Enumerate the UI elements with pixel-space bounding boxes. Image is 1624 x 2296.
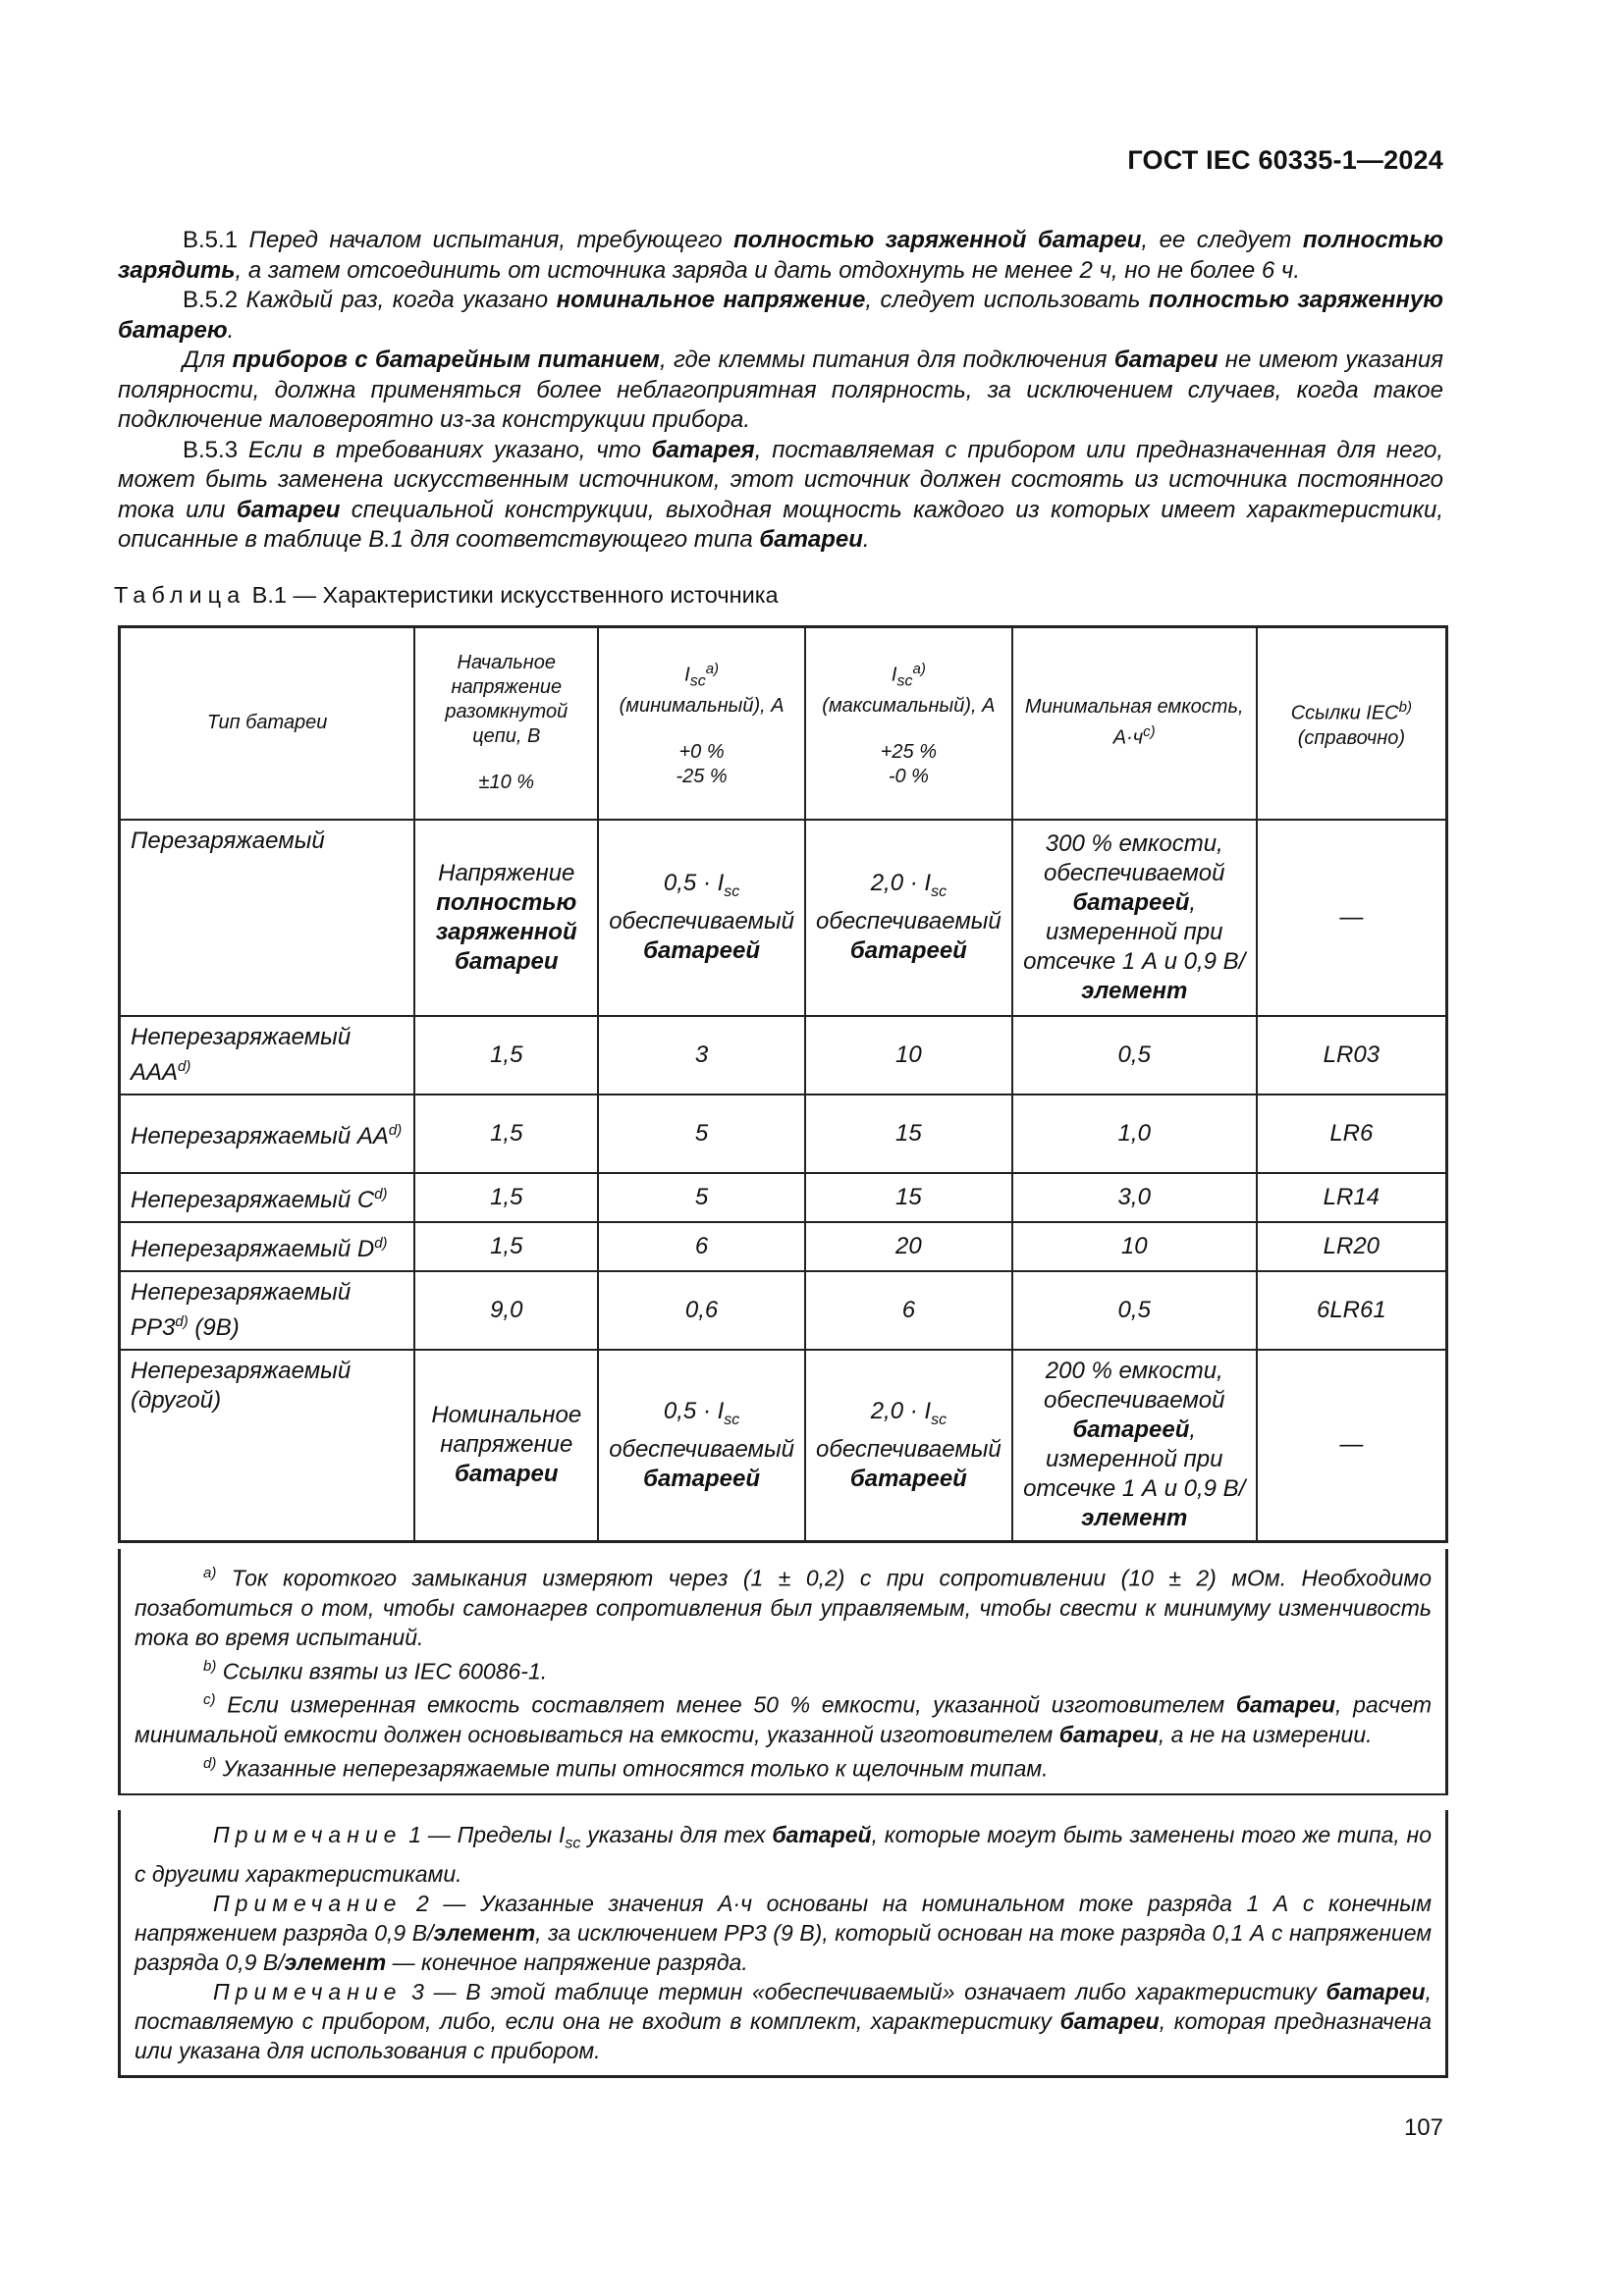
header-min-capacity: Минимальная емкость, $А\cdot ч^{c)}$ — [1012, 627, 1257, 820]
header-iec-references: Ссылки IEC$^{b)}$ (справочно) — [1257, 627, 1447, 820]
table-row — [120, 1222, 1447, 1271]
cell-capacity: 0,5 — [1012, 1271, 1257, 1350]
cell-voltage: 1,5 — [414, 1222, 598, 1271]
cell-voltage: 1,5 — [414, 1016, 598, 1095]
header-isc-min: $I_{sc}^{a)}$ (минимальный), А +0 % -25 % — [598, 627, 805, 820]
cell-capacity: 300 % емкости, обеспечиваемой батареей, измеренной при отсечке 1 А и 0,9 В/элемент — [1012, 820, 1257, 1016]
note-2: Примечание 2 — Указанные значения А·ч основаны на номинальном токе разряда 1 А с конечным напряжением разряда 0,9 В/элемент, за исключением PP3 (9 В), который основан на токе разряда 0,1 А с напряжением разряда 0,9 В/элемент — конечное напряжение разряда. — [135, 1890, 1432, 1975]
footnote-a: $^{a)}$ Ток короткого замыкания измеряют через (1 ± 0,2) с при сопротивлении (10 ± 2) мОм. Необходимо позаботиться о том, чтобы самонагрев сопротивления был управляемым, чтобы свести к минимуму изменчивость тока во время испытаний. — [135, 1565, 1432, 1650]
cell-isc-min: 0,6 — [598, 1271, 805, 1350]
clause-number: В.5.2 — [183, 287, 239, 313]
cell-isc-max: $2,0 \cdot I_{sc}$ обеспечиваемый батареей — [805, 820, 1012, 1016]
cell-iec-ref: LR14 — [1257, 1173, 1447, 1222]
cell-type: Неперезаряжаемый AAA$^{d)}$ — [120, 1016, 415, 1095]
cell-type: Неперезаряжаемый $C^{d)}$ — [120, 1173, 415, 1222]
cell-isc-min: 5 — [598, 1173, 805, 1222]
cell-type: Неперезаряжаемый $D^{d)}$ — [120, 1222, 415, 1271]
clause-b52: В.5.2 Каждый раз, когда указано номинальное напряжение, следует использовать полностью заряженную батарею. — [118, 287, 1444, 344]
cell-iec-ref: — — [1257, 1350, 1447, 1542]
note-3: Примечание 3 — В этой таблице термин «обеспечиваемый» означает либо характеристику батареи, поставляемую с прибором, либо, если она не входит в комплект, характеристику батареи, которая предназначена или указана для использования с прибором. — [135, 1978, 1432, 2063]
table-header-row — [120, 627, 1447, 820]
page-number: 107 — [1403, 2114, 1443, 2141]
cell-iec-ref: LR20 — [1257, 1222, 1447, 1271]
cell-voltage: Номинальное напряжение батареи — [414, 1350, 598, 1542]
table-row-rechargeable — [120, 820, 1447, 1016]
cell-voltage: 1,5 — [414, 1095, 598, 1173]
cell-isc-max: 15 — [805, 1173, 1012, 1222]
cell-isc-max: $2,0 \cdot I_{sc}$ обеспечиваемый батареей — [805, 1350, 1012, 1542]
header-voltage: Начальное напряжение разомкнутой цепи, В ±10 % — [414, 627, 598, 820]
cell-voltage: Напряжение полностью заряженной батареи — [414, 820, 598, 1016]
cell-capacity: 0,5 — [1012, 1016, 1257, 1095]
clause-number: В.5.3 — [183, 436, 239, 463]
cell-type: Неперезаряжаемый PP3$^{d)}$ (9В) — [120, 1271, 415, 1350]
cell-iec-ref: LR03 — [1257, 1016, 1447, 1095]
table-row-other — [120, 1350, 1447, 1542]
footnote-c: $^{c)}$ Если измеренная емкость составляет менее 50 % емкости, указанной изготовителем батареи, расчет минимальной емкости должен основываться на емкости, указанной изготовителем батареи, а не на измерении. — [135, 1691, 1433, 1747]
cell-voltage: 1,5 — [414, 1173, 598, 1222]
body-text — [118, 226, 1443, 556]
table-row — [120, 1016, 1447, 1095]
cell-isc-max: 10 — [805, 1016, 1012, 1095]
table-row — [120, 1173, 1447, 1222]
clause-b52-paragraph-2: Для приборов с батарейным питанием, где клеммы питания для подключения батареи не имеют указания полярности, должна применяться более неблагоприятная полярность, за исключением случаев, когда такое подключение маловероятно из-за конструкции прибора. — [118, 347, 1443, 433]
cell-isc-min: $0,5 \cdot I_{sc}$ обеспечиваемый батареей — [598, 820, 805, 1016]
table-notes — [118, 1810, 1448, 2078]
cell-type: Перезаряжаемый — [120, 820, 415, 1016]
clause-b51: В.5.1 Перед началом испытания, требующего полностью заряженной батареи, ее следует полностью зарядить, а затем отсоединить от источника заряда и дать отдохнуть не менее 2 ч, но не более 6 ч. — [118, 227, 1443, 284]
footnote-b: $^{b)}$ Ссылки взяты из IEC 60086-1. — [203, 1657, 548, 1684]
cell-type: Неперезаряжаемый AA$^{d)}$ — [120, 1095, 415, 1173]
header-isc-max: $I_{sc}^{a)}$ (максимальный), А +25 % -0 % — [805, 627, 1012, 820]
cell-iec-ref: 6LR61 — [1257, 1271, 1447, 1350]
cell-voltage: 9,0 — [414, 1271, 598, 1350]
table-footnotes — [118, 1549, 1448, 1795]
cell-isc-max: 15 — [805, 1095, 1012, 1173]
table-row — [120, 1271, 1447, 1350]
artificial-source-table — [118, 625, 1448, 1543]
clause-number: В.5.1 — [183, 227, 239, 253]
table-caption: Таблица В.1 — Характеристики искусственного источника — [114, 582, 779, 608]
cell-isc-min: 5 — [598, 1095, 805, 1173]
cell-type: Неперезаряжаемый (другой) — [120, 1350, 415, 1542]
cell-capacity: 200 % емкости, обеспечиваемой батареей, измеренной при отсечке 1 А и 0,9 В/элемент — [1012, 1350, 1257, 1542]
clause-b53: В.5.3 Если в требованиях указано, что батарея, поставляемая с прибором или предназначенная для него, может быть заменена искусственным источником, этот источник должен состоять из источника постоянного тока или батареи специальной конструкции, выходная мощность каждого из которых имеет характеристики, описанные в таблице В.1 для соответствующего типа батареи. — [118, 436, 1443, 553]
cell-iec-ref: — — [1257, 820, 1447, 1016]
cell-capacity: 10 — [1012, 1222, 1257, 1271]
note-1: Примечание 1 — Пределы $I_{sc}$ указаны для тех батарей, которые могут быть заменены того же типа, но с другими характеристиками. — [135, 1822, 1432, 1887]
cell-isc-min: 3 — [598, 1016, 805, 1095]
cell-isc-max: 6 — [805, 1271, 1012, 1350]
cell-isc-max: 20 — [805, 1222, 1012, 1271]
cell-iec-ref: LR6 — [1257, 1095, 1447, 1173]
cell-capacity: 3,0 — [1012, 1173, 1257, 1222]
table-row — [120, 1095, 1447, 1173]
cell-isc-min: 6 — [598, 1222, 805, 1271]
cell-isc-min: $0,5 \cdot I_{sc}$ обеспечиваемый батареей — [598, 1350, 805, 1542]
cell-capacity: 1,0 — [1012, 1095, 1257, 1173]
header-battery-type: Тип батареи — [120, 627, 415, 820]
footnote-d: $^{d)}$ Указанные неперезаряжаемые типы относятся только к щелочным типам. — [203, 1754, 1049, 1782]
standard-header: ГОСТ IEC 60335-1—2024 — [1127, 145, 1443, 175]
